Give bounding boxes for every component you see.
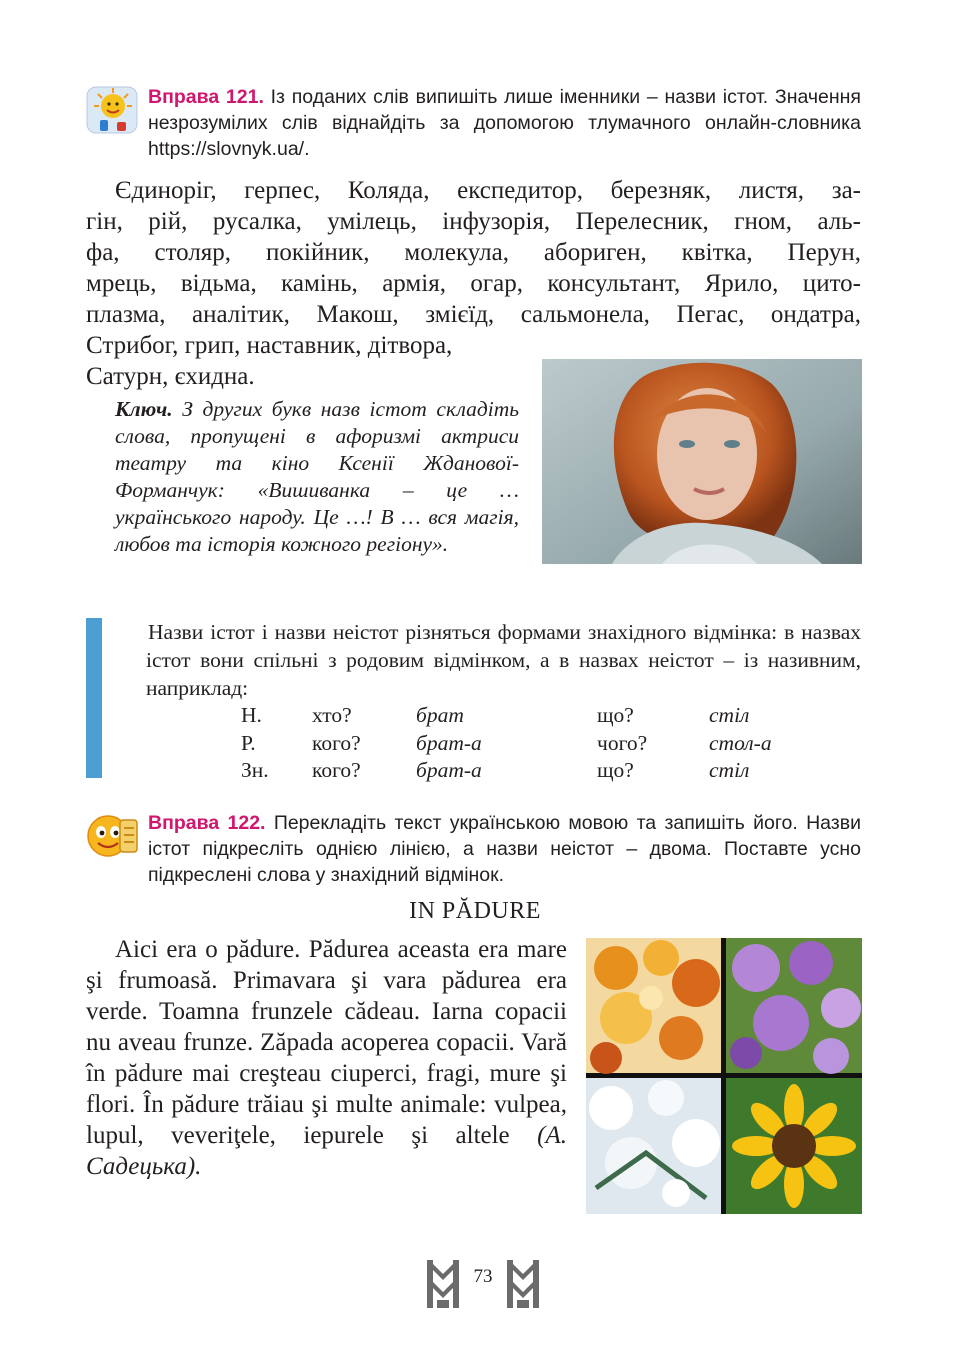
case-question: чого? bbox=[597, 730, 648, 755]
exercise-122-instructions: Перекладіть текст українською мовою та запишіть його. Назви істот підкресліть однією лінією, а назви неістот – двома. Поставте усно підкреслені слова у знахідний відмінок. bbox=[148, 812, 862, 886]
romanian-author: (А. Садецька). bbox=[86, 1122, 568, 1180]
romanian-body: Aici era o pădure. Pădurea aceasta era mare şi frumoasă. Primavara şi vara pădurea era verde. Toamna frunzele cădeau. Iarna copacii nu aveau frunze. Zăpada acoperea copacii. Vară în pădure mai creşteau ciuperci, fragi, mure şi flori. În pădure trăiau şi multe animale: vulpea, lupul, veveriţele, iepurele şi altele bbox=[86, 936, 567, 1149]
case-name: Н. bbox=[241, 703, 262, 727]
key-label: Ключ. bbox=[115, 397, 173, 421]
exercise-122-label: Вправа 122. bbox=[148, 812, 266, 834]
case-name: Р. bbox=[241, 730, 256, 755]
autumn-leaves-image bbox=[586, 938, 721, 1074]
case-name: Зн. bbox=[241, 758, 269, 782]
sunflower-image bbox=[726, 1078, 862, 1214]
smiley-book-icon bbox=[86, 810, 140, 862]
case-table bbox=[241, 702, 841, 785]
page-number: 73 bbox=[473, 1266, 493, 1287]
case-row bbox=[241, 702, 841, 730]
word-list-line: Стрибог, грип, наставник, дітвора, bbox=[86, 332, 453, 359]
romanian-text bbox=[86, 934, 567, 1182]
case-example: стол-а bbox=[709, 730, 772, 755]
key-text: З других букв назв істот складіть слова, пропущені в афоризмі актриси театру та кіно Ксенії Жданової-Форманчук: «Вишиванка – це … українського народу. Це …! В … вся магія, любов та історія кожного регіону». bbox=[115, 397, 519, 556]
case-example: стіл bbox=[709, 758, 750, 782]
text-title: IN PĂDURE bbox=[409, 898, 541, 924]
case-question: кого? bbox=[312, 730, 361, 755]
case-row bbox=[241, 730, 841, 758]
case-example: стіл bbox=[709, 703, 750, 727]
seasons-collage bbox=[586, 938, 862, 1214]
rule-text: Назви істот і назви неістот різняться формами знахідного відмінка: в назвах істот вони спільні з родовим відмінком, а в назвах неістот – із називним, наприклад: bbox=[146, 620, 861, 700]
word-list-line: Сатурн, єхидна. bbox=[86, 363, 255, 390]
case-question: хто? bbox=[312, 703, 352, 727]
ornament-left-icon bbox=[421, 1256, 465, 1312]
lilac-flowers-image bbox=[726, 938, 862, 1074]
word-list-line: мрець, відьма, камінь, армія, огар, консультант, Ярило, цито- bbox=[86, 270, 861, 297]
grammar-rule bbox=[86, 618, 861, 782]
snowy-branches-image bbox=[586, 1078, 721, 1214]
case-row bbox=[241, 757, 841, 785]
word-list-line: Єдиноріг, герпес, Коляда, експедитор, березняк, листя, за- bbox=[115, 177, 861, 204]
word-list-line: плазма, аналітик, Макош, змієїд, сальмонела, Пегас, ондатра, bbox=[86, 301, 861, 328]
ornament-right-icon bbox=[501, 1256, 545, 1312]
exercise-121-label: Вправа 121. bbox=[148, 86, 264, 108]
key-note bbox=[115, 396, 519, 558]
case-example: брат-а bbox=[416, 730, 482, 755]
exercise-121-instructions: Із поданих слів випишіть лише іменники – назви істот. Значення незрозумілих слів віднайдіть за допомогою тлумачного онлайн-словника https://slovnyk.ua/. bbox=[148, 86, 861, 160]
actress-photo bbox=[542, 359, 862, 564]
word-list-line: гін, рій, русалка, умілець, інфузорія, Перелесник, гном, аль- bbox=[86, 208, 861, 235]
case-example: брат-а bbox=[416, 758, 482, 782]
exercise-122-text bbox=[148, 810, 861, 888]
exercise-121-text bbox=[148, 84, 861, 162]
case-example: брат bbox=[416, 703, 464, 727]
word-list-line: фа, столяр, покійник, молекула, абориген, квітка, Перун, bbox=[86, 239, 861, 266]
rule-text-wrap bbox=[86, 618, 861, 702]
page-footer bbox=[421, 1256, 545, 1312]
case-question: кого? bbox=[312, 758, 361, 782]
sun-character-icon bbox=[86, 84, 140, 136]
case-question: що? bbox=[597, 703, 634, 727]
case-question: що? bbox=[597, 758, 634, 782]
